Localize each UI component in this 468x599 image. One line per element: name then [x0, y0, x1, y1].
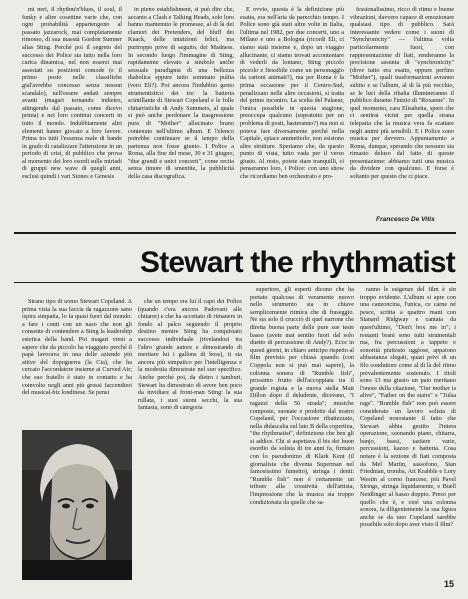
top-column-2-text: in pieno establishment, si può dire che, accanto a Clash e Talking Heads, solo loro hanno mantenuto le promesse, al di là dei clamori dei Pretenders, del bluff dei Knack, delle intuizioni felici, ma purtroppo prive di seguito, dei Madness. In secondo luogo l'immagine di Sting, rapidamente elevato a simbolo anche sessuale paradigma di una bellezza diabolica eppure tutto sommato pulita (vero Eli?). Poi ancora l'indubbio genio strumentistico dei tre: la batteria scintillante di Stewart Copeland e le folle chitarristiche di Andy Summers, al quale si può anche perdonare la trasgressione pura di "Mother" allucinato brano contenuto nell'ultimo album. E l'elenco potrebbe continuare se il tempo della partenza non fosse giunto. I Police a Roma, alla fine del mese, 30 e 31 giugno, "due grandi e unici concerti", come recita senza timore di smentite, la pubblicità della casa discografica. [128, 6, 234, 181]
bottom-column-2 [138, 298, 242, 464]
section-divider [14, 232, 456, 234]
top-column-3-text: E ovvio, questa è la definizione più esatta, era nell'aria da parecchio tempo. I Police sono già stati altre volte in Italia, l'ultima nel 1982, per due concerti, uno a Milano e uno a Bologna (ricordi Eli, ci siamo stati insieme e, dopo un viaggio allucinante, ci siamo trovati accontentare di vederli da lontano, Sting piccolo piccolo e fiessibile come un personaggio da cartoni animati?), ma per Roma è la prima occasione per il Centro-Sud, penalizzato nelle altre occasioni, sì tratta del primo incontro. La scelta del Palaeur, l'unica possibile in questa stagione, preoccupa qualcuno (sopratutto per un problema di posti, basteranno?) ma non si poteva fare diversamente perché nella Capitale, spiace ammetterlo, non esistono altre strutture. Speriamo che, da questo punto di vista, tutto vada per il verso giusto. Al resto, potete stare tranquilli, ci penseranno loro, i Police: con uno show che ricordiamo ben orchestrato e pro- [240, 6, 344, 181]
top-column-1 [22, 6, 122, 224]
bottom-column-3-text: superiore, gli esperti dicono che ha portato qualcosa di veramente nuovo nello strumento sia in chiave semplicemente ritmica che di fraseggio. Ne sta solo il crucciò di quel narrone che diretta buona parte delle pure sue teste basso (avete mai sentito fuori dal solo duetto di percussione di Andy?). Ecce in questi giorni, in chiaro anticipo rispetto al film previsto per chissà quando (con Coppola non si può mai sapere), la colonna sonora di "Rumble fish", prossimo frutto dell'accoppiata tra il grande regista e la nuova stella Matt Dillon dopo il deludente, dicevano, "I ragazzi della 56 strada"; musiche composte, suonate e prodotte dal nostro Copeland, per l'occasione ribattezzato, nella didascalia sul lato B della copertina, "the rhythmatist", definizione che ben gli si addice. Chi si aspettava il bis dei buon esordio da solista di tre anni fa, firmato con lo pseudonimo di Klark Kent (il giornalista che diventa Superman nel famosissimo fumetto), stringa i denti: "Rumble fish" non è certamente un tributo alla creatività dell'artista, l'impressione che la musica sia troppo condizionata da quelle che sa- [250, 286, 354, 506]
article-headline: Stewart the rhythmatist [140, 246, 455, 279]
top-column-4-text: fessionalissimo, ricco di ritmo e buone vibrazioni, davvero capace di emozionare qualsiasi tipo di pubblico. Sarà interessante vedere come i suoni di "Synchronicity" — l'ultima volta particolarmente fuori, con rappresentazione di fiati, renderanno la precisione assunta di "synchronicity" (dove tutto era esatto, oppure perfino "Mother"), quali trasformazioni avranno subito e se l'album, al di là più vecchio, se le luci della ribalta illumineranno il pubblico durante l'inizio di "Roxanne". In quel momento, cara Elisabetta, spero che ci sentirai vicini per quella strana telepatia che la musica vera fa scattare negli animi più sensibili. E i Police sono musica per davvero. Appuntamento a Roma, dunque, sperando che nessuno sia rimasto deluso dal fatto di queste presentazione: abbiamo tutti una musica da dividere con qualcuno. E forse è soltanto per questo che ci piace. [350, 6, 454, 181]
portrait-illustration [22, 430, 132, 580]
stewart-copeland-photo [22, 430, 132, 580]
top-column-3 [240, 6, 344, 224]
top-column-4 [350, 6, 454, 216]
author-signature: Francesco De Vitis [376, 216, 435, 223]
bottom-column-4-text: ranno le esigenze del film è sin troppo evidente. L'album si apre con una canzoncina, l'unica, ce carne né pesce, scritta a quattro mani con Stanard Ridgway e cantata da quest'ultimo, "Don't box me in"; i restanti brani sono tutti strumentali ma, fra percussioni a tappeto e sonorità piuttosto uggiose, appaiono abbastanza slegati, quasi privi di un filo conduttore come al di là del ritmo prevalentemente sostenuto. I titoli sono 13 ma giusto un paio meritano l'onore della citazione, "Our mother is alive", "Father on the stairs" e "Tulsa rags". "Rumble fish" non può essere considerato un lavoro solista di Copeland nonostante il fatto che Stewart abbia gestito l'intera operazione, suonando piano, chitarra, banjo, bassi, tastiere varie, percussioni, kazoo e batteria. Cosa notare è la sezione di fiati composta da Mel Martin, sassofono, Stan Friedman, tromba, Art Krabble e Lory Westin al corno francese, più Pavel Strings, stringa liquidamente, e Buell Neidlinger al basso doppio. Preso per quello che è, e cioè una colonna sonora, fa diligentemente la sua figura anche se da uno Copeland sarebbe possibile solo dopo aver visto il film? [360, 286, 456, 529]
bottom-column-1 [22, 298, 132, 426]
headline-underline [14, 282, 456, 283]
bottom-column-1-text: Strano tipo di uomo Stewart Copeland. A prima vista la sua faccia da ragazzone sano ispira simpatia, lo fa quasi fuori dal mondo: a fare i conti con un naso che non gli consente di contendere a Sting la leadership estetica della band. Poi magari vieni a sapere che da piccolo ha viaggiato perché il papà lavorava in una delle aziende più attive del dopoguerra (la Cia), che ha cercato l'accordatore insieme ai Curved Air; che suo fratello è stato in contatto e ha coinvolto negli anni più grossi faccendieri del musical-biz londinese. Se pensi [22, 298, 132, 397]
bottom-column-2-text: che un tempo era lui il capo dei Police (quando c'era ancora Padovani alle chitarre) e che ha accettato di rimanere in fondo al palco seguendo il proprio destino mentre Sting ha conquistato successo individuale (rivelandosi tra l'altro grande autore e dimostrando di meritare lui i gallons di boss), ti sta ancora più simpatico per l'intelligenza e la modestia dimostrate nel suo specifico. Anche perché poi, da dietro i tamburi, Stewart ha dimostrato di avere ben poco da invidiare al front-man Sting: la sua rullata, i suoi suoni secchi, la sua fantasia, sono di categoria [138, 298, 242, 412]
page-number: 15 [443, 579, 454, 589]
bottom-column-4 [360, 286, 456, 576]
top-column-1-text: mi neri, il rhythm'n'blues, il soul, il funky e altre cosettine varie che, con ogni probabilità appartengono al passato jazzarock, mai completamente rimosso, di sua maestà Gordon Sumner alias Sting. Perché poi il segreto del successo dei Police sta tutto nella loro carica dinamica, nel non essersi mai assestati su posizioni comode (e il primo posto nelle classifiche gial'avrebbe concesso senza nessun scandalo), nell'essere andati sempre avanti (magari tornando indietro, attingendo dal passato, come dicevo prima) e nei loro continui concerti in tutto il mondo. Indubbiamente altri elementi hanno giocato a loro favore. Prima tra tutti l'essenza reale di bande in grado di catalizzare l'attenzione in un periodo di crisi, di pubblico che prova al momento dei loro esordi sulle miriadi di gruppi new wave di quegli anni, esclusi quindi i vari Stones e Genesis [22, 6, 122, 181]
bottom-column-3 [250, 286, 354, 586]
top-column-2 [128, 6, 234, 224]
